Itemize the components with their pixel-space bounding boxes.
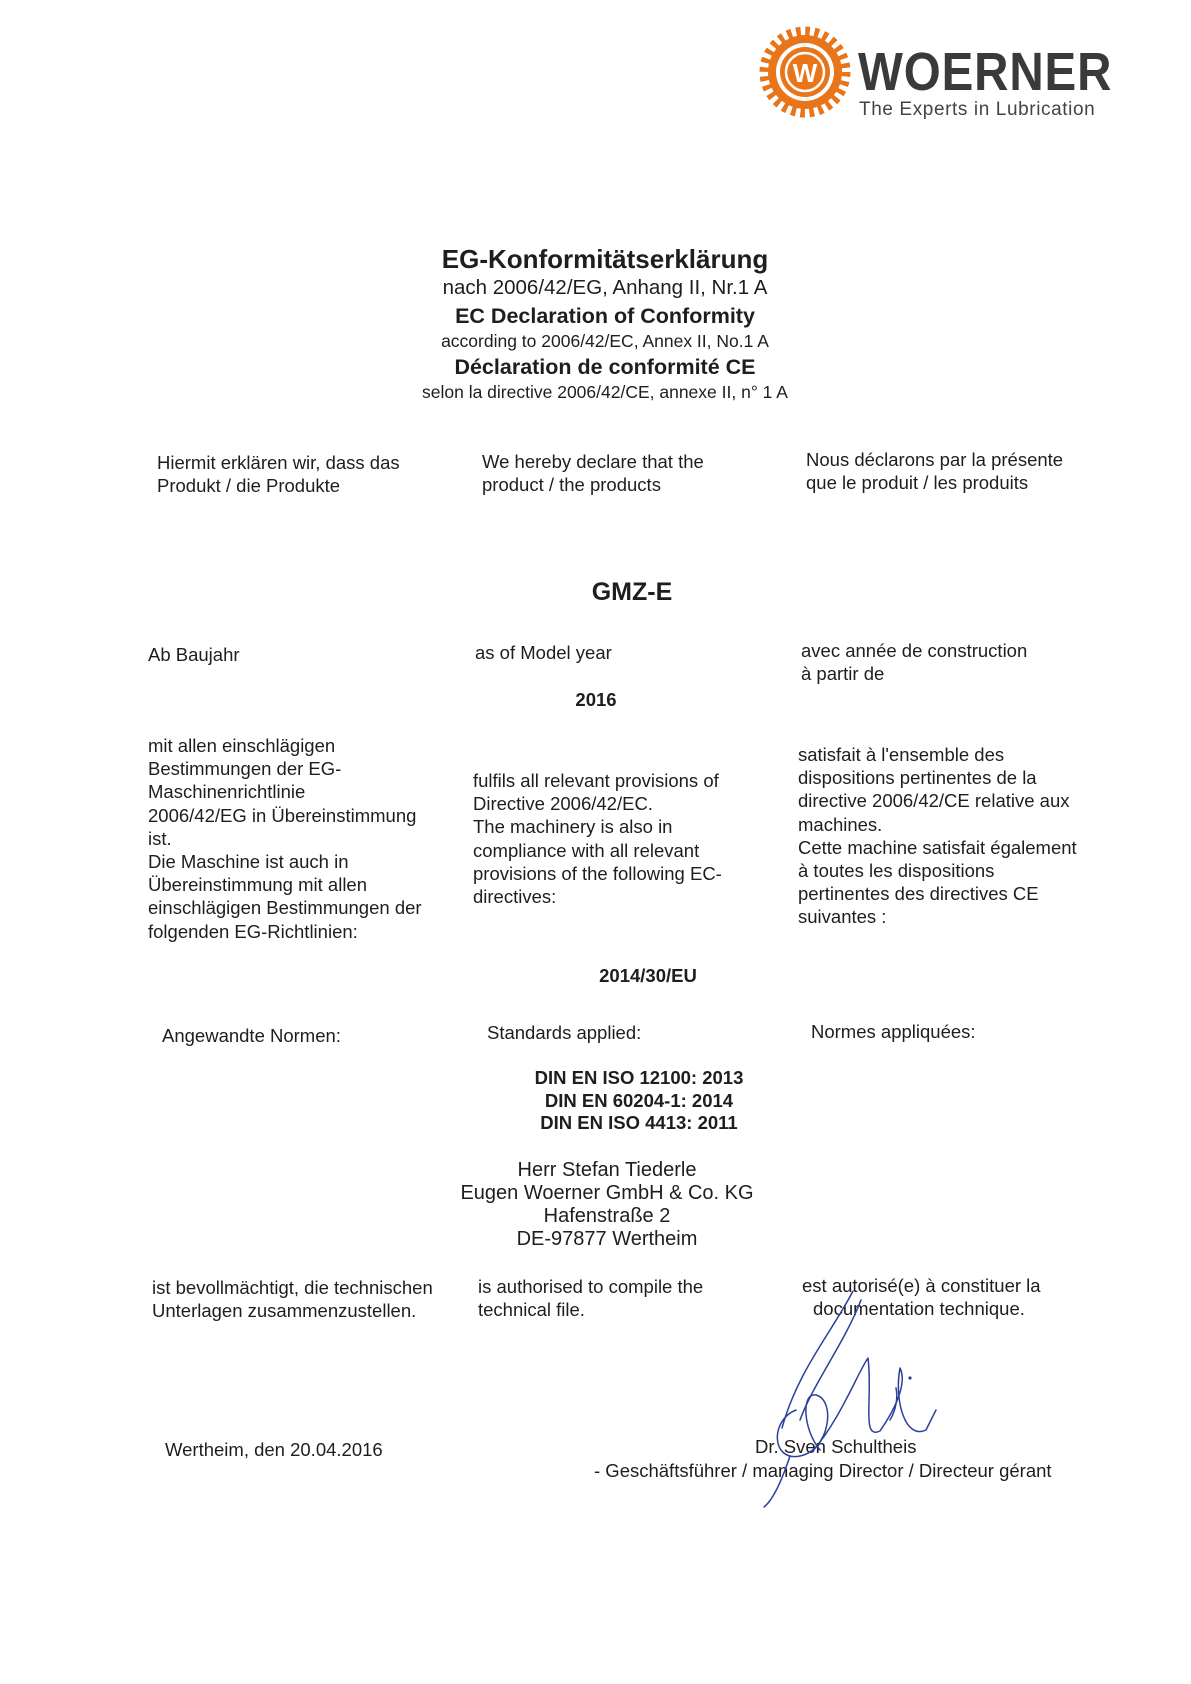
intro-de-line: Hiermit erklären wir, dass das bbox=[157, 452, 400, 473]
intro-fr-line: Nous déclarons par la présente bbox=[806, 449, 1064, 470]
intro-en bbox=[482, 450, 704, 496]
signatory-title: - Geschäftsführer / managing Director / Directeur gérant bbox=[594, 1460, 1052, 1481]
provisions-fr-line: dispositions pertinentes de la bbox=[798, 767, 1037, 789]
provisions-de-line: Die Maschine ist auch in bbox=[148, 850, 349, 872]
provisions-de-line: einschlägigen Bestimmungen der bbox=[148, 897, 422, 919]
provisions-de-line: ist. bbox=[148, 827, 172, 849]
directive-number: 2014/30/EU bbox=[599, 965, 697, 986]
model-year-fr-line: avec année de construction bbox=[801, 640, 1028, 661]
authorisation-de-line: ist bevollmächtigt, die technischen bbox=[152, 1277, 433, 1298]
model-year-en: as of Model year bbox=[475, 642, 612, 663]
standards-list bbox=[289, 1067, 989, 1135]
provisions-fr-line: machines. bbox=[798, 813, 883, 835]
provisions-en-line: provisions of the following EC- bbox=[473, 862, 722, 884]
address-line: Eugen Woerner GmbH & Co. KG bbox=[460, 1182, 754, 1204]
intro-fr bbox=[806, 448, 1063, 494]
subtitle-en: according to 2006/42/EC, Annex II, No.1 A bbox=[441, 331, 769, 351]
subtitle-de: nach 2006/42/EG, Anhang II, Nr.1 A bbox=[442, 276, 768, 299]
provisions-fr-line: directive 2006/42/CE relative aux bbox=[798, 790, 1070, 812]
provisions-en-line: fulfils all relevant provisions of bbox=[473, 770, 719, 791]
provisions-de-line: Bestimmungen der EG- bbox=[148, 758, 342, 780]
standards-label-de: Angewandte Normen: bbox=[162, 1025, 341, 1046]
model-year-value: 2016 bbox=[575, 689, 617, 710]
standard-item: DIN EN 60204-1: 2014 bbox=[544, 1089, 734, 1111]
authorisation-en bbox=[478, 1275, 703, 1321]
standard-item: DIN EN ISO 12100: 2013 bbox=[534, 1067, 744, 1088]
provisions-fr-line: satisfait à l'ensemble des bbox=[798, 744, 1005, 765]
provisions-fr-line: Cette machine satisfait également bbox=[798, 836, 1077, 858]
provisions-en-line: directives: bbox=[473, 885, 557, 907]
provisions-de-line: mit allen einschlägigen bbox=[148, 735, 336, 756]
authorisation-de-line: Unterlagen zusammenzustellen. bbox=[152, 1300, 417, 1322]
intro-en-line: We hereby declare that the bbox=[482, 451, 704, 472]
authorisation-en-line: is authorised to compile the bbox=[478, 1276, 704, 1297]
model-year-fr bbox=[801, 639, 1027, 685]
provisions-en-line: Directive 2006/42/EC. bbox=[473, 793, 653, 815]
address-line: Herr Stefan Tiederle bbox=[517, 1159, 697, 1181]
logo-mark-letter: W bbox=[792, 58, 818, 88]
intro-fr-line: que le produit / les produits bbox=[806, 472, 1029, 494]
authorised-person-address bbox=[257, 1159, 957, 1251]
title-fr: Déclaration de conformité CE bbox=[454, 355, 756, 379]
intro-en-line: product / the products bbox=[482, 474, 661, 496]
provisions-fr-line: à toutes les dispositions bbox=[798, 859, 995, 881]
intro-de-line: Produkt / die Produkte bbox=[157, 475, 341, 497]
provisions-en-line: The machinery is also in bbox=[473, 816, 673, 838]
brand-name: WOERNER bbox=[858, 42, 1113, 102]
standard-item: DIN EN ISO 4413: 2011 bbox=[540, 1112, 738, 1133]
brand-tagline: The Experts in Lubrication bbox=[859, 99, 1096, 120]
handwritten-signature bbox=[740, 1270, 950, 1520]
subtitle-fr: selon la directive 2006/42/CE, annexe II, n° 1 A bbox=[422, 382, 788, 402]
provisions-fr-line: pertinentes des directives CE bbox=[798, 883, 1039, 905]
provisions-en bbox=[473, 769, 722, 908]
title-de: EG-Konformitätserklärung bbox=[441, 244, 769, 274]
provisions-fr-line: suivantes : bbox=[798, 906, 887, 928]
provisions-fr bbox=[798, 743, 1077, 929]
standards-label-fr: Normes appliquées: bbox=[811, 1021, 976, 1042]
provisions-de-line: Übereinstimmung mit allen bbox=[148, 874, 368, 896]
provisions-de-line: Maschinenrichtlinie bbox=[148, 781, 306, 803]
address-line: Hafenstraße 2 bbox=[543, 1205, 671, 1227]
intro-de bbox=[157, 451, 400, 497]
woerner-sun-logo-icon bbox=[757, 24, 853, 120]
address-line: DE-97877 Wertheim bbox=[516, 1228, 698, 1250]
product-name: GMZ-E bbox=[591, 578, 673, 606]
place-and-date: Wertheim, den 20.04.2016 bbox=[165, 1439, 383, 1460]
authorisation-de bbox=[152, 1276, 433, 1322]
model-year-fr-line: à partir de bbox=[801, 663, 885, 685]
provisions-de-line: 2006/42/EG in Übereinstimmung bbox=[148, 804, 417, 826]
standards-label-en: Standards applied: bbox=[487, 1022, 642, 1043]
model-year-de: Ab Baujahr bbox=[148, 644, 240, 665]
provisions-en-line: compliance with all relevant bbox=[473, 839, 700, 861]
signatory-name: Dr. Sven Schultheis bbox=[755, 1436, 917, 1457]
authorisation-fr-line: est autorisé(e) à constituer la bbox=[802, 1275, 1041, 1296]
title-en: EC Declaration of Conformity bbox=[455, 304, 755, 328]
authorisation-fr-line: documentation technique. bbox=[813, 1298, 1025, 1320]
provisions-de bbox=[148, 734, 422, 943]
provisions-de-line: folgenden EG-Richtlinien: bbox=[148, 920, 358, 942]
authorisation-en-line: technical file. bbox=[478, 1299, 585, 1321]
